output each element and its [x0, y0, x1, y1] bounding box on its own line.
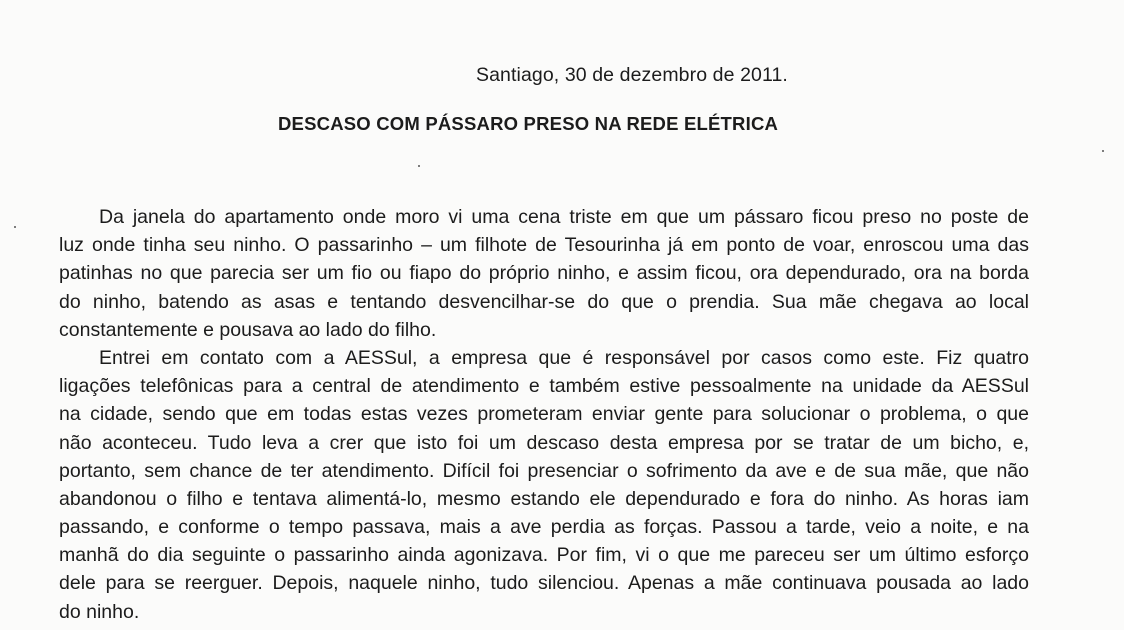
- text-line: ligações telefônicas para a central de atendimento e também estive pessoalmente na unidade da AESSul: [59, 375, 1029, 398]
- text-line: manhã do dia seguinte o passarinho ainda agonizava. Por fim, vi o que me pareceu ser um último esforço: [59, 544, 1029, 567]
- text-line: passando, e conforme o tempo passava, mais a ave perdia as forças. Passou a tarde, veio a noite, e na: [59, 516, 1029, 539]
- text-line: não aconteceu. Tudo leva a crer que isto foi um descaso desta empresa por se tratar de um bicho, e,: [59, 431, 1029, 454]
- scan-speck: [14, 226, 16, 228]
- scan-speck: [418, 165, 420, 167]
- text-line: dele para se reerguer. Depois, naquele ninho, tudo silenciou. Apenas a mãe continuava pousada ao lado: [59, 572, 1029, 595]
- letter-body: [59, 203, 1029, 626]
- text-line: constantemente e pousava ao lado do filho.: [59, 318, 437, 341]
- paragraph-2: [59, 344, 1029, 626]
- text-line: portanto, sem chance de ter atendimento. Difícil foi presenciar o sofrimento da ave e de sua mãe, que não: [59, 459, 1029, 482]
- date-line: Santiago, 30 de dezembro de 2011.: [476, 64, 788, 86]
- text-line: Entrei em contato com a AESSul, a empresa que é responsável por casos como este. Fiz quatro: [99, 346, 1029, 369]
- letter-title: DESCASO COM PÁSSARO PRESO NA REDE ELÉTRICA: [278, 113, 779, 134]
- text-line: abandonou o filho e tentava alimentá-lo, mesmo estando ele dependurado e fora do ninho. As horas iam: [59, 487, 1029, 510]
- text-line: do ninho.: [59, 600, 140, 623]
- text-line: patinhas no que parecia ser um fio ou fiapo do próprio ninho, e assim ficou, ora dependurado, ora na borda: [59, 262, 1029, 285]
- paragraph-1: [59, 203, 1029, 344]
- text-line: na cidade, sendo que em todas estas vezes prometeram enviar gente para solucionar o problema, o que: [59, 403, 1029, 426]
- text-line: luz onde tinha seu ninho. O passarinho – um filhote de Tesourinha já em ponto de voar, enroscou uma das: [59, 234, 1029, 257]
- text-line: Da janela do apartamento onde moro vi uma cena triste em que um pássaro ficou preso no poste de: [99, 206, 1029, 228]
- scan-speck: [1102, 150, 1104, 152]
- text-line: do ninho, batendo as asas e tentando desvencilhar-se do que o prendia. Sua mãe chegava ao local: [59, 290, 1029, 313]
